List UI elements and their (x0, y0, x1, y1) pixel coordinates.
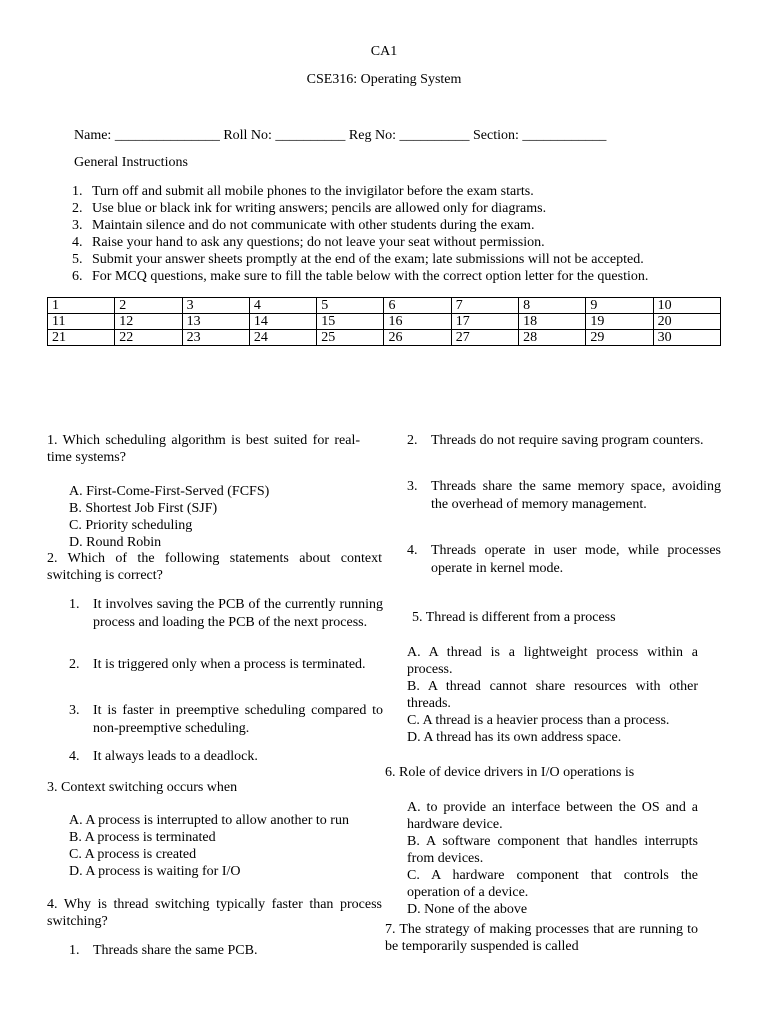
answer-cell[interactable]: 17 (451, 314, 518, 330)
answer-cell[interactable]: 13 (182, 314, 249, 330)
answer-cell[interactable]: 15 (317, 314, 384, 330)
answer-cell[interactable]: 29 (586, 330, 653, 346)
list-item: 1. It involves saving the PCB of the currently running process and loading the PCB of the next process. (69, 597, 383, 630)
option: A. A thread is a lightweight process within a process. (407, 645, 698, 677)
answer-cell[interactable]: 7 (451, 298, 518, 314)
answer-cell[interactable]: 22 (115, 330, 182, 346)
list-item: 2. Threads do not require saving program counters. (407, 433, 704, 448)
option: B. A software component that handles interrupts from devices. (407, 834, 698, 866)
question-3-options (69, 812, 369, 880)
list-item: 4. It always leads to a deadlock. (69, 749, 258, 764)
answer-cell[interactable]: 30 (653, 330, 720, 346)
question-5-options (407, 644, 698, 746)
course-title: CSE316: Operating System (306, 72, 462, 87)
question-3: 3. Context switching occurs when (47, 780, 238, 795)
answer-cell[interactable]: 3 (182, 298, 249, 314)
option: C. A process is created (69, 847, 197, 862)
option: D. A process is waiting for I/O (69, 864, 241, 879)
question-2: 2. Which of the following statements about context switching is correct? (47, 551, 382, 583)
answer-table (47, 297, 721, 346)
question-7: 7. The strategy of making processes that are running to be temporarily suspended is called (385, 922, 698, 954)
answer-cell[interactable]: 27 (451, 330, 518, 346)
question-1: 1. Which scheduling algorithm is best suited for real-time systems? (47, 433, 360, 465)
option: A. First-Come-First-Served (FCFS) (69, 484, 270, 499)
answer-cell[interactable]: 24 (249, 330, 316, 346)
answer-cell[interactable]: 26 (384, 330, 451, 346)
instruction-item: 4. Raise your hand to ask any questions; do not leave your seat without permission. (72, 235, 545, 250)
instruction-item: 1. Turn off and submit all mobile phones to the invigilator before the exam starts. (72, 184, 534, 199)
question-6-options (407, 799, 698, 918)
answer-cell[interactable]: 1 (48, 298, 115, 314)
answer-cell[interactable]: 10 (653, 298, 720, 314)
question-4-options-continued (407, 432, 721, 578)
question-4-option-1 (69, 942, 383, 960)
list-item: 4. Threads operate in user mode, while processes operate in kernel mode. (407, 543, 721, 576)
answer-cell[interactable]: 25 (317, 330, 384, 346)
option: A. to provide an interface between the OS and a hardware device. (407, 800, 698, 832)
instruction-item: 5. Submit your answer sheets promptly at the end of the exam; late submissions will not be accepted. (72, 252, 644, 267)
option: D. Round Robin (69, 535, 162, 550)
list-item: 3. Threads share the same memory space, avoiding the overhead of memory management. (407, 479, 721, 512)
exam-title: CA1 (370, 44, 398, 59)
list-item: 2. It is triggered only when a process is terminated. (69, 657, 366, 672)
question-1-options (69, 483, 269, 551)
option: C. A thread is a heavier process than a process. (407, 713, 670, 728)
question-5: 5. Thread is different from a process (412, 610, 616, 625)
answer-cell[interactable]: 4 (249, 298, 316, 314)
instructions-list (72, 183, 648, 285)
option: B. Shortest Job First (SJF) (69, 501, 218, 516)
answer-cell[interactable]: 12 (115, 314, 182, 330)
question-4: 4. Why is thread switching typically faster than process switching? (47, 897, 382, 929)
option: D. None of the above (407, 902, 528, 917)
table-row (48, 330, 721, 346)
answer-cell[interactable]: 5 (317, 298, 384, 314)
answer-cell[interactable]: 6 (384, 298, 451, 314)
option: B. A process is terminated (69, 830, 216, 845)
list-item: 3. It is faster in preemptive scheduling compared to non-preemptive scheduling. (69, 703, 383, 736)
answer-cell[interactable]: 16 (384, 314, 451, 330)
option: A. A process is interrupted to allow another to run (69, 813, 349, 828)
table-row (48, 298, 721, 314)
answer-cell[interactable]: 23 (182, 330, 249, 346)
instructions-heading: General Instructions (74, 155, 188, 170)
answer-cell[interactable]: 8 (519, 298, 586, 314)
answer-cell[interactable]: 2 (115, 298, 182, 314)
answer-cell[interactable]: 28 (519, 330, 586, 346)
instruction-item: 2. Use blue or black ink for writing answers; pencils are allowed only for diagrams. (72, 201, 547, 216)
answer-cell[interactable]: 9 (586, 298, 653, 314)
instruction-item: 6. For MCQ questions, make sure to fill the table below with the correct option letter for the question. (72, 269, 649, 284)
answer-cell[interactable]: 18 (519, 314, 586, 330)
answer-cell[interactable]: 20 (653, 314, 720, 330)
answer-cell[interactable]: 11 (48, 314, 115, 330)
question-6: 6. Role of device drivers in I/O operations is (385, 765, 635, 780)
answer-cell[interactable]: 21 (48, 330, 115, 346)
option: C. A hardware component that controls the operation of a device. (407, 868, 698, 900)
instruction-item: 3. Maintain silence and do not communicate with other students during the exam. (72, 218, 535, 233)
question-2-options (69, 596, 383, 766)
option: C. Priority scheduling (69, 518, 193, 533)
answer-cell[interactable]: 14 (249, 314, 316, 330)
option: D. A thread has its own address space. (407, 730, 622, 745)
answer-cell[interactable]: 19 (586, 314, 653, 330)
option: B. A thread cannot share resources with other threads. (407, 679, 698, 711)
student-info-fields: Name: _______________ Roll No: __________ Reg No: __________ Section: ____________ (74, 128, 607, 143)
table-row (48, 314, 721, 330)
list-item: 1. Threads share the same PCB. (69, 943, 258, 958)
